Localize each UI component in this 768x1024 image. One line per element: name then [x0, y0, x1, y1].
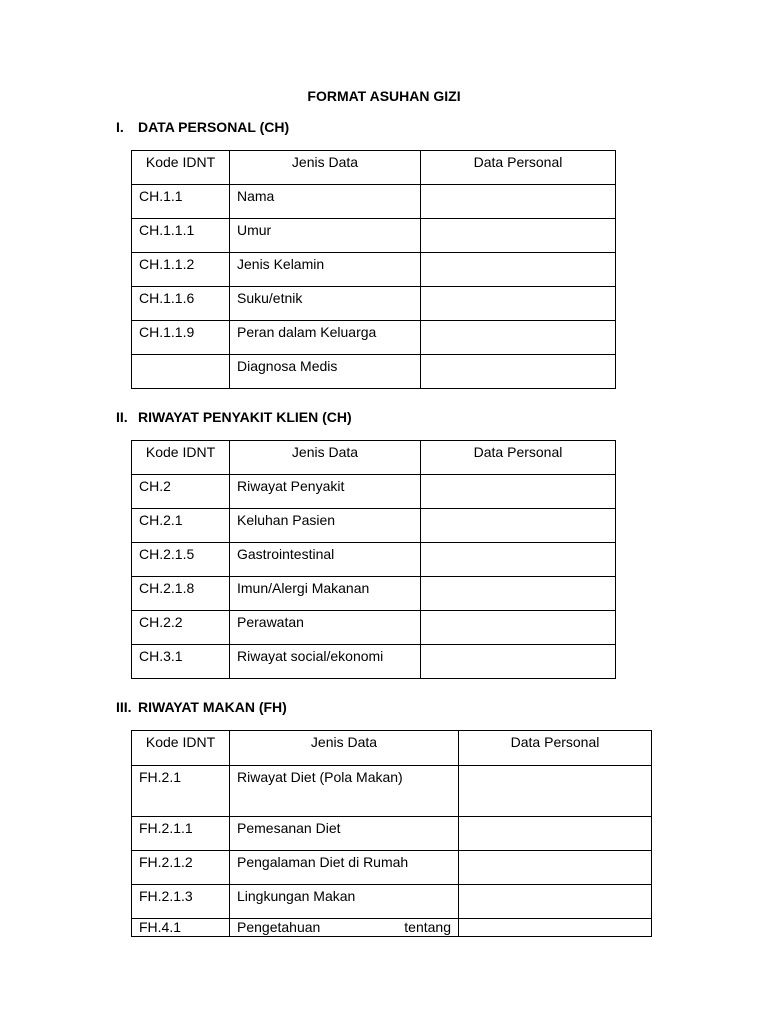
table-header-row	[132, 151, 616, 185]
cell-value[interactable]	[421, 645, 616, 679]
header-data-personal: Data Personal	[421, 151, 616, 185]
table-row	[132, 253, 616, 287]
cell-code: CH.2.1.5	[132, 543, 230, 577]
table-header-row	[132, 731, 652, 766]
cell-value[interactable]	[459, 885, 652, 919]
header-jenis-data: Jenis Data	[230, 151, 421, 185]
section-title: RIWAYAT PENYAKIT KLIEN (CH)	[138, 409, 352, 425]
table-row	[132, 355, 616, 389]
cell-type: Lingkungan Makan	[230, 885, 459, 919]
cell-type: Umur	[230, 219, 421, 253]
cell-type: Nama	[230, 185, 421, 219]
cell-value[interactable]	[459, 851, 652, 885]
header-data-personal: Data Personal	[421, 441, 616, 475]
cell-code: CH.2.1.8	[132, 577, 230, 611]
table-header-row	[132, 441, 616, 475]
cell-type: Peran dalam Keluarga	[230, 321, 421, 355]
header-jenis-data: Jenis Data	[230, 441, 421, 475]
cell-code: FH.2.1	[132, 766, 230, 817]
table-row	[132, 645, 616, 679]
cell-type: Diagnosa Medis	[230, 355, 421, 389]
table-row	[132, 185, 616, 219]
cell-value[interactable]	[421, 355, 616, 389]
cell-type: Jenis Kelamin	[230, 253, 421, 287]
cell-code: CH.1.1.2	[132, 253, 230, 287]
table-row	[132, 885, 652, 919]
section-title: DATA PERSONAL (CH)	[138, 119, 290, 135]
cell-value[interactable]	[459, 766, 652, 817]
cell-code: FH.2.1.2	[132, 851, 230, 885]
section-number: II.	[116, 409, 128, 425]
cell-code: CH.1.1.9	[132, 321, 230, 355]
cell-code: CH.1.1.6	[132, 287, 230, 321]
section-heading-riwayat-makan	[116, 699, 287, 715]
header-kode-idnt: Kode IDNT	[132, 151, 230, 185]
cell-code: CH.2.1	[132, 509, 230, 543]
riwayat-penyakit-table	[131, 440, 616, 679]
table-row	[132, 543, 616, 577]
section-heading-riwayat-penyakit	[116, 409, 352, 425]
cell-code: CH.1.1	[132, 185, 230, 219]
header-kode-idnt: Kode IDNT	[132, 731, 230, 766]
table-row	[132, 766, 652, 817]
cell-value[interactable]	[421, 611, 616, 645]
cell-type: Suku/etnik	[230, 287, 421, 321]
section-title: RIWAYAT MAKAN (FH)	[138, 699, 287, 715]
cell-code: CH.2.2	[132, 611, 230, 645]
section-number: I.	[116, 119, 124, 135]
table-row	[132, 919, 652, 937]
table-row	[132, 851, 652, 885]
table-row	[132, 321, 616, 355]
table-row	[132, 509, 616, 543]
cell-type: Pengalaman Diet di Rumah	[230, 851, 459, 885]
cell-code: CH.3.1	[132, 645, 230, 679]
cell-value[interactable]	[421, 321, 616, 355]
cell-value[interactable]	[421, 475, 616, 509]
cell-code: CH.2	[132, 475, 230, 509]
cell-type: Keluhan Pasien	[230, 509, 421, 543]
cell-code	[132, 355, 230, 389]
cell-value[interactable]	[459, 817, 652, 851]
table-row	[132, 817, 652, 851]
table-row	[132, 475, 616, 509]
header-jenis-data: Jenis Data	[230, 731, 459, 766]
cell-value[interactable]	[459, 919, 652, 937]
cell-value[interactable]	[421, 543, 616, 577]
cell-type: Pemesanan Diet	[230, 817, 459, 851]
table-row	[132, 287, 616, 321]
data-personal-table	[131, 150, 616, 389]
header-data-personal: Data Personal	[459, 731, 652, 766]
cell-value[interactable]	[421, 253, 616, 287]
cell-code: CH.1.1.1	[132, 219, 230, 253]
cell-type: Riwayat social/ekonomi	[230, 645, 421, 679]
table-row	[132, 611, 616, 645]
cell-code: FH.2.1.3	[132, 885, 230, 919]
cell-type: Riwayat Penyakit	[230, 475, 421, 509]
table-row	[132, 577, 616, 611]
cell-type-word-cont: tentang	[404, 919, 451, 935]
cell-value[interactable]	[421, 509, 616, 543]
cell-value[interactable]	[421, 287, 616, 321]
cell-value[interactable]	[421, 219, 616, 253]
cell-type	[230, 919, 459, 937]
cell-value[interactable]	[421, 185, 616, 219]
cell-code: FH.2.1.1	[132, 817, 230, 851]
cell-type: Riwayat Diet (Pola Makan)	[230, 766, 459, 817]
cell-code: FH.4.1	[132, 919, 230, 937]
section-heading-data-personal	[116, 119, 289, 135]
section-number: III.	[116, 699, 132, 715]
cell-type-word: Pengetahuan	[237, 919, 321, 935]
cell-value[interactable]	[421, 577, 616, 611]
cell-type: Perawatan	[230, 611, 421, 645]
cell-type: Imun/Alergi Makanan	[230, 577, 421, 611]
cell-type: Gastrointestinal	[230, 543, 421, 577]
document-title: FORMAT ASUHAN GIZI	[307, 88, 461, 104]
header-kode-idnt: Kode IDNT	[132, 441, 230, 475]
table-row	[132, 219, 616, 253]
riwayat-makan-table	[131, 730, 652, 937]
